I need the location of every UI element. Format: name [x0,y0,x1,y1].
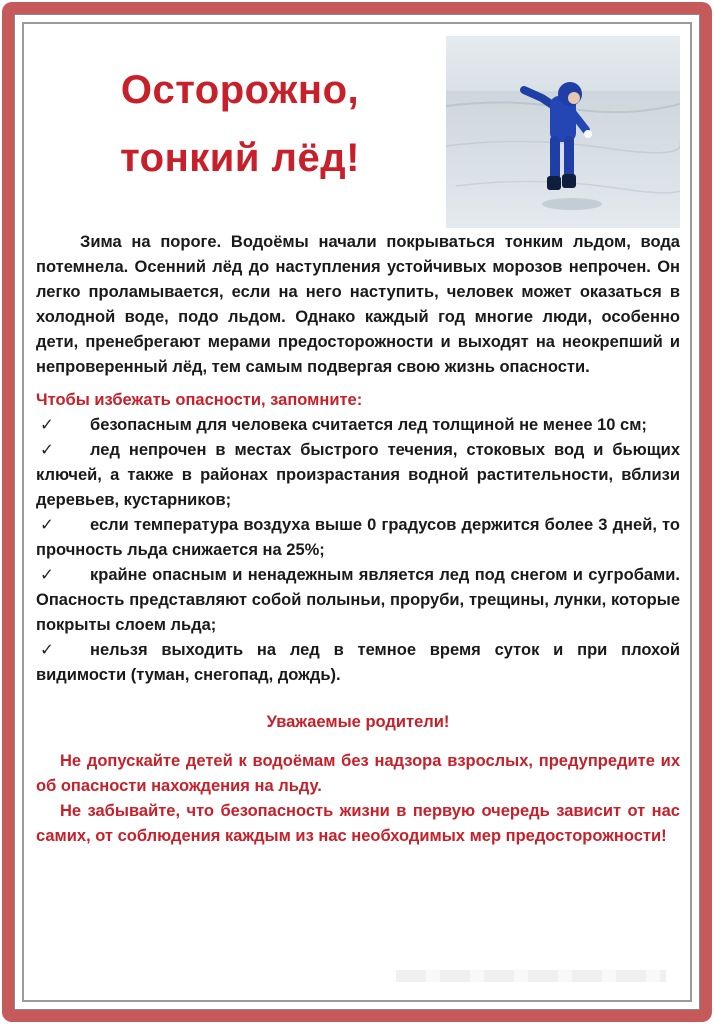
rule-text: крайне опасным и ненадежным является лед под снегом и сугробами. Опасность представляют собой полыньи, проруби, трещины, лунки, которые покрыты слоем льда; [36,566,680,634]
title-line-2: тонкий лёд! [120,136,360,180]
parents-paragraph-2: Не забывайте, что безопасность жизни в первую очередь зависит от нас самих, от соблюдения каждым из нас необходимых мер предосторожности! [36,802,680,845]
parents-paragraph-1: Не допускайте детей к водоёмам без надзора взрослых, предупредите их об опасности нахождения на льду. [36,752,680,795]
rule-item [36,638,680,688]
poster-title [60,56,420,192]
check-icon: ✓ [40,641,54,659]
rules-list [36,413,680,688]
poster-frame [2,2,712,1022]
title-line-1: Осторожно, [120,68,360,112]
check-icon: ✓ [40,441,54,459]
rule-text: нельзя выходить на лед в темное время суток и при плохой видимости (туман, снегопад, дождь). [36,641,680,684]
intro-paragraph: Зима на пороге. Водоёмы начали покрываться тонким льдом, вода потемнела. Осенний лёд до наступления устойчивых морозов непрочен. Он легко проламывается, если на него наступить, человек может оказаться в холодной воде, подо льдом. Однако каждый год многие люди, особенно дети, пренебрегают мерами предосторожности и выходят на неокрепший и непроверенный лёд, тем самым подвергая свою жизнь опасности. [36,233,680,376]
check-icon: ✓ [40,566,54,584]
check-icon: ✓ [40,416,54,434]
rule-item [36,413,680,438]
rule-item [36,513,680,563]
parents-heading: Уважаемые родители! [266,713,450,731]
poster-body [36,230,680,849]
check-icon: ✓ [40,516,54,534]
rule-text: безопасным для человека считается лед толщиной не менее 10 см; [90,416,647,434]
faded-watermark [396,970,666,982]
poster-border [14,14,700,1010]
rule-text: лед непрочен в местах быстрого течения, стоковых вод и бьющих ключей, а также в районах произрастания водной растительности, вблизи деревьев, кустарников; [36,441,680,509]
remember-heading: Чтобы избежать опасности, запомните: [36,391,363,409]
rule-text: если температура воздуха выше 0 градусов держится более 3 дней, то прочность льда снижается на 25%; [36,516,680,559]
rule-item [36,563,680,638]
photo-illustration [446,36,680,228]
rule-item [36,438,680,513]
poster [22,22,692,1002]
child-on-ice-photo [446,36,680,228]
